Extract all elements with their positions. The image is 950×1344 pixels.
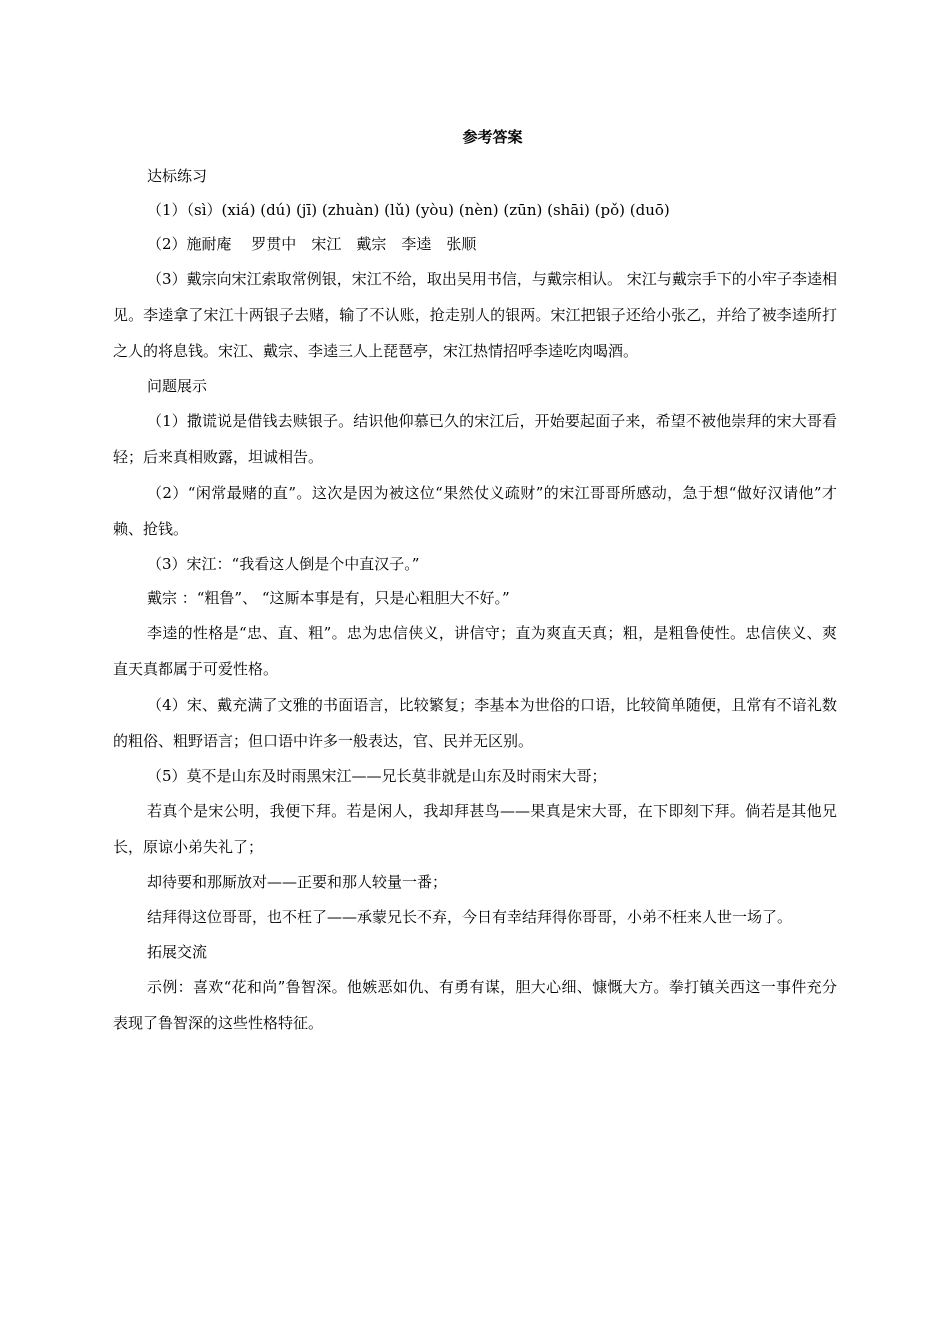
paragraph-summary: （3）戴宗向宋江索取常例银，宋江不给，取出吴用书信，与戴宗相认。 宋江与戴宗手下的小牢子李逵相见。李逵拿了宋江十两银子去赌，输了不认账，抢走别人的银两。宋江把银子还给小张乙，并给了被李逵所打之人的将息钱。宋江、戴宗、李逵三人上琵琶亭，宋江热情招呼李逵吃肉喝酒。 — [113, 270, 837, 360]
paragraph-names: （2）施耐庵 罗贯中 宋江 戴宗 李逵 张顺 — [147, 235, 477, 253]
paragraph-likui-character: 李逵的性格是“忠、直、粗”。忠为忠信侠义，讲信守；直为爽直天真；粗，是粗鲁使性。忠信侠义、爽直天真都属于可爱性格。 — [113, 624, 837, 678]
paragraph-translation-1: 若真个是宋公明，我便下拜。若是闲人，我却拜甚鸟——果真是宋大哥，在下即刻下拜。倘若是其他兄长，原谅小弟失礼了； — [113, 802, 837, 856]
section-heading-wenti: 问题展示 — [147, 377, 208, 395]
paragraph-answer-1: （1）撒谎说是借钱去赎银子。结识他仰慕已久的宋江后，开始要起面子来，希望不被他崇拜的宋大哥看轻；后来真相败露，坦诚相告。 — [113, 412, 837, 466]
page-title: 参考答案 — [462, 128, 523, 146]
paragraph-translation-3: 结拜得这位哥哥，也不枉了——承蒙兄长不弃，今日有幸结拜得你哥哥，小弟不枉来人世一场了。 — [147, 908, 793, 926]
paragraph-answer-3: （3）宋江：“我看这人倒是个中直汉子。” — [147, 555, 420, 573]
paragraph-answer-4: （4）宋、戴充满了文雅的书面语言，比较繁复；李基本为世俗的口语，比较简单随便，且常有不谙礼数的粗俗、粗野语言；但口语中许多一般表达，官、民并无区别。 — [113, 696, 837, 750]
paragraph-pinyin: （1）（sì）(xiá) (dú) (jī) (zhuàn) (lǔ) (yòu) (nèn) (zūn) (shāi) (pǒ) (duō) — [147, 201, 670, 219]
section-heading-dabiao: 达标练习 — [147, 167, 208, 185]
paragraph-answer-2: （2）“闲常最赌的直”。这次是因为被这位“果然仗义疏财”的宋江哥哥所感动，急于想“做好汉请他”才赖、抢钱。 — [113, 484, 837, 538]
paragraph-answer-5: （5）莫不是山东及时雨黑宋江——兄长莫非就是山东及时雨宋大哥； — [147, 767, 607, 785]
paragraph-example: 示例：喜欢“花和尚”鲁智深。他嫉恶如仇、有勇有谋，胆大心细、慷慨大方。拳打镇关西这一事件充分表现了鲁智深的这些性格特征。 — [113, 978, 837, 1032]
paragraph-daizong-quote: 戴宗 ：“粗鲁”、 “这厮本事是有，只是心粗胆大不好。” — [147, 589, 510, 607]
paragraph-translation-2: 却待要和那厮放对——正要和那人较量一番； — [147, 873, 448, 891]
document-body — [113, 159, 837, 1041]
section-heading-tuozhan: 拓展交流 — [147, 943, 208, 961]
